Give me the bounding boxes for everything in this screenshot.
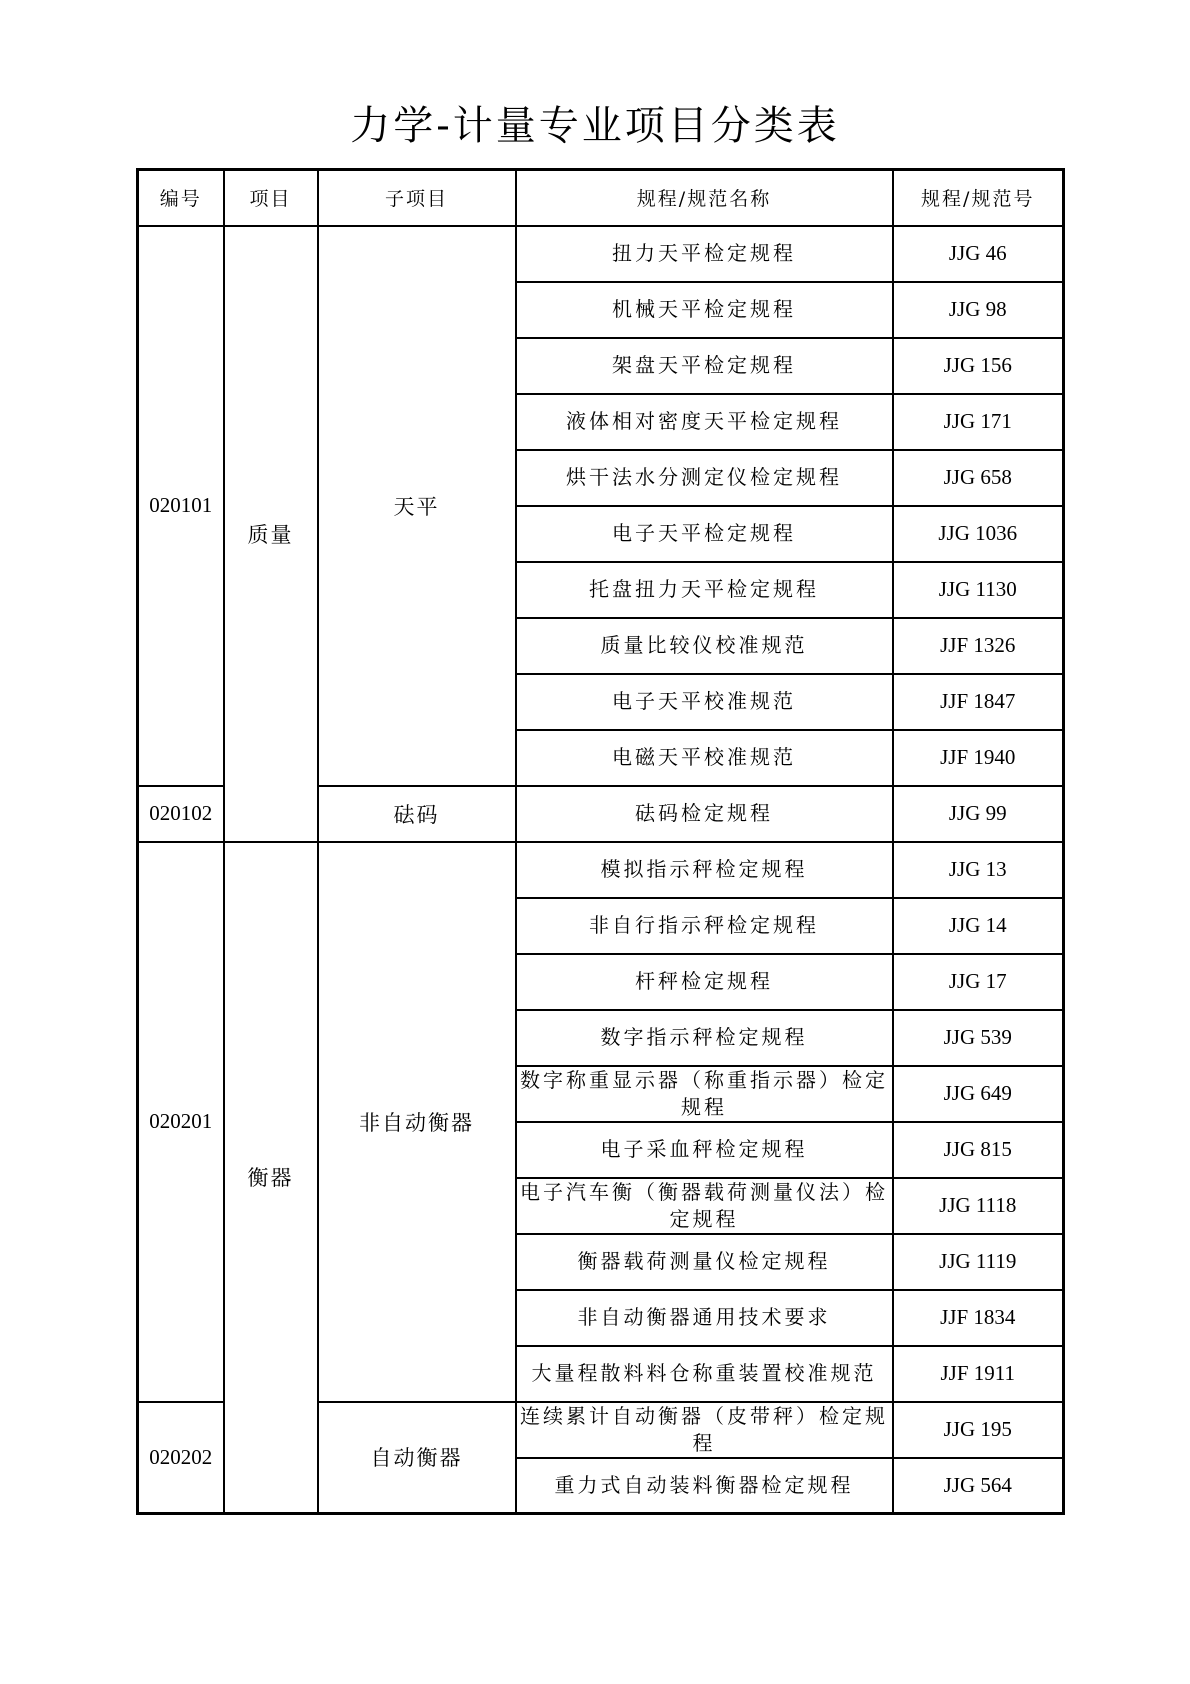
number-cell: JJG 13: [893, 842, 1064, 898]
number-cell: JJG 815: [893, 1122, 1064, 1178]
name-cell: 非自行指示秤检定规程: [516, 898, 893, 954]
number-cell: JJG 14: [893, 898, 1064, 954]
number-cell: JJG 1036: [893, 506, 1064, 562]
subitem-cell: 自动衡器: [318, 1402, 516, 1514]
number-cell: JJG 98: [893, 282, 1064, 338]
code-cell: 020101: [138, 226, 224, 786]
name-cell: 杆秤检定规程: [516, 954, 893, 1010]
name-cell: 连续累计自动衡器（皮带秤）检定规程: [516, 1402, 893, 1458]
name-cell: 质量比较仪校准规范: [516, 618, 893, 674]
table-row: [138, 226, 1064, 282]
name-cell: 数字指示秤检定规程: [516, 1010, 893, 1066]
number-cell: JJF 1911: [893, 1346, 1064, 1402]
subitem-cell: 天平: [318, 226, 516, 786]
number-cell: JJG 171: [893, 394, 1064, 450]
name-cell: 电子天平校准规范: [516, 674, 893, 730]
name-cell: 重力式自动装料衡器检定规程: [516, 1458, 893, 1514]
name-cell: 数字称重显示器（称重指示器）检定规程: [516, 1066, 893, 1122]
header-number: 规程/规范号: [893, 170, 1064, 226]
table-row: [138, 842, 1064, 898]
code-cell: 020201: [138, 842, 224, 1402]
number-cell: JJG 1118: [893, 1178, 1064, 1234]
number-cell: JJG 46: [893, 226, 1064, 282]
number-cell: JJG 649: [893, 1066, 1064, 1122]
page-title: 力学-计量专业项目分类表: [350, 103, 840, 149]
header-subitem: 子项目: [318, 170, 516, 226]
code-cell: 020202: [138, 1402, 224, 1514]
item-cell: 质量: [224, 226, 318, 842]
name-cell: 电子汽车衡（衡器载荷测量仪法）检定规程: [516, 1178, 893, 1234]
code-cell: 020102: [138, 786, 224, 842]
number-cell: JJG 658: [893, 450, 1064, 506]
number-cell: JJG 564: [893, 1458, 1064, 1514]
number-cell: JJF 1940: [893, 730, 1064, 786]
name-cell: 机械天平检定规程: [516, 282, 893, 338]
name-cell: 非自动衡器通用技术要求: [516, 1290, 893, 1346]
number-cell: JJF 1326: [893, 618, 1064, 674]
name-cell: 托盘扭力天平检定规程: [516, 562, 893, 618]
name-cell: 扭力天平检定规程: [516, 226, 893, 282]
name-cell: 大量程散料料仓称重装置校准规范: [516, 1346, 893, 1402]
classification-table: [136, 168, 1065, 1515]
header-item: 项目: [224, 170, 318, 226]
header-row: [138, 170, 1064, 226]
number-cell: JJG 99: [893, 786, 1064, 842]
number-cell: JJG 539: [893, 1010, 1064, 1066]
name-cell: 烘干法水分测定仪检定规程: [516, 450, 893, 506]
number-cell: JJG 1130: [893, 562, 1064, 618]
number-cell: JJG 1119: [893, 1234, 1064, 1290]
name-cell: 液体相对密度天平检定规程: [516, 394, 893, 450]
number-cell: JJG 195: [893, 1402, 1064, 1458]
name-cell: 衡器载荷测量仪检定规程: [516, 1234, 893, 1290]
header-name: 规程/规范名称: [516, 170, 893, 226]
subitem-cell: 非自动衡器: [318, 842, 516, 1402]
number-cell: JJG 156: [893, 338, 1064, 394]
name-cell: 电磁天平校准规范: [516, 730, 893, 786]
number-cell: JJG 17: [893, 954, 1064, 1010]
header-code: 编号: [138, 170, 224, 226]
name-cell: 砝码检定规程: [516, 786, 893, 842]
item-cell: 衡器: [224, 842, 318, 1514]
name-cell: 架盘天平检定规程: [516, 338, 893, 394]
number-cell: JJF 1834: [893, 1290, 1064, 1346]
number-cell: JJF 1847: [893, 674, 1064, 730]
name-cell: 电子采血秤检定规程: [516, 1122, 893, 1178]
subitem-cell: 砝码: [318, 786, 516, 842]
name-cell: 模拟指示秤检定规程: [516, 842, 893, 898]
name-cell: 电子天平检定规程: [516, 506, 893, 562]
